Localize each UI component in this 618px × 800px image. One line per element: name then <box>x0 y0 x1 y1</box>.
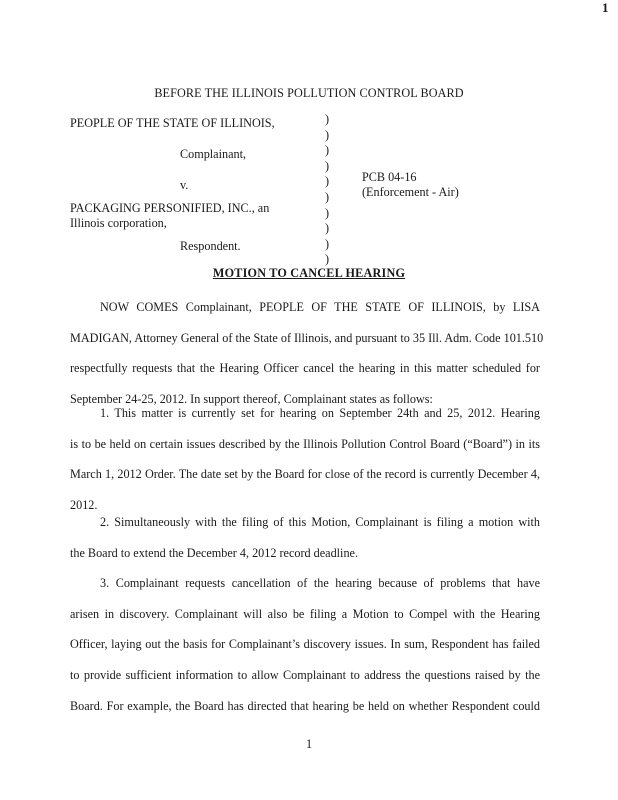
intro-paragraph <box>70 292 544 415</box>
paragraph-line: the Board to extend the December 4, 2012 record deadline. <box>70 545 358 560</box>
paragraph-line: 2012. <box>70 498 98 513</box>
case-type: (Enforcement - Air) <box>362 185 459 199</box>
respondent-party-description: Illinois corporation, <box>70 216 167 230</box>
paragraph-line: MADIGAN, Attorney General of the State of Illinois, and pursuant to 35 Ill. Adm. Code 101.510 <box>70 330 544 345</box>
paragraph-1 <box>70 398 540 521</box>
versus-label: v. <box>180 178 189 192</box>
paragraph-line: NOW COMES Complainant, PEOPLE OF THE STATE OF ILLINOIS, by LISA <box>100 300 540 314</box>
respondent-party-name: PACKAGING PERSONIFIED, INC., an <box>70 201 270 215</box>
paragraph-line: Board. For example, the Board has directed that hearing be held on whether Respondent could <box>70 698 540 713</box>
paragraph-line: arisen in discovery. Complainant will also be filing a Motion to Compel with the Hearing <box>70 606 540 621</box>
page-edge-mark: 1 <box>602 0 609 15</box>
paragraph-line: is to be held on certain issues described by the Illinois Pollution Control Board (“Board”) in its <box>70 436 540 451</box>
page-number: 1 <box>305 737 313 751</box>
caption-paren-column: ) ) ) ) ) ) ) ) ) ) <box>325 112 330 267</box>
paragraph-line: September 24-25, 2012. In support thereof, Complainant states as follows: <box>70 392 433 407</box>
paragraph-line: 2. Simultaneously with the filing of this Motion, Complainant is filing a motion with <box>100 515 540 529</box>
paragraph-2 <box>70 507 540 568</box>
paragraph-3 <box>70 568 540 721</box>
caption-heading: BEFORE THE ILLINOIS POLLUTION CONTROL BOARD <box>154 86 464 100</box>
motion-title: MOTION TO CANCEL HEARING <box>212 266 406 280</box>
case-number: PCB 04-16 <box>362 170 417 184</box>
paragraph-line: Officer, laying out the basis for Complainant’s discovery issues. In sum, Respondent has failed <box>70 637 540 652</box>
complainant-party-name: PEOPLE OF THE STATE OF ILLINOIS, <box>70 116 275 130</box>
paragraph-line: March 1, 2012 Order. The date set by the Board for close of the record is currently December 4, <box>70 467 540 482</box>
paragraph-line: 3. Complainant requests cancellation of the hearing because of problems that have <box>100 576 540 590</box>
respondent-label: Respondent. <box>180 239 241 253</box>
paragraph-line: 1. This matter is currently set for hearing on September 24th and 25, 2012. Hearing <box>100 406 540 420</box>
paragraph-line: respectfully requests that the Hearing Officer cancel the hearing in this matter scheduled for <box>70 361 540 376</box>
paragraph-line: to provide sufficient information to allow Complainant to address the questions raised by the <box>70 668 540 683</box>
complainant-label: Complainant, <box>180 147 247 161</box>
